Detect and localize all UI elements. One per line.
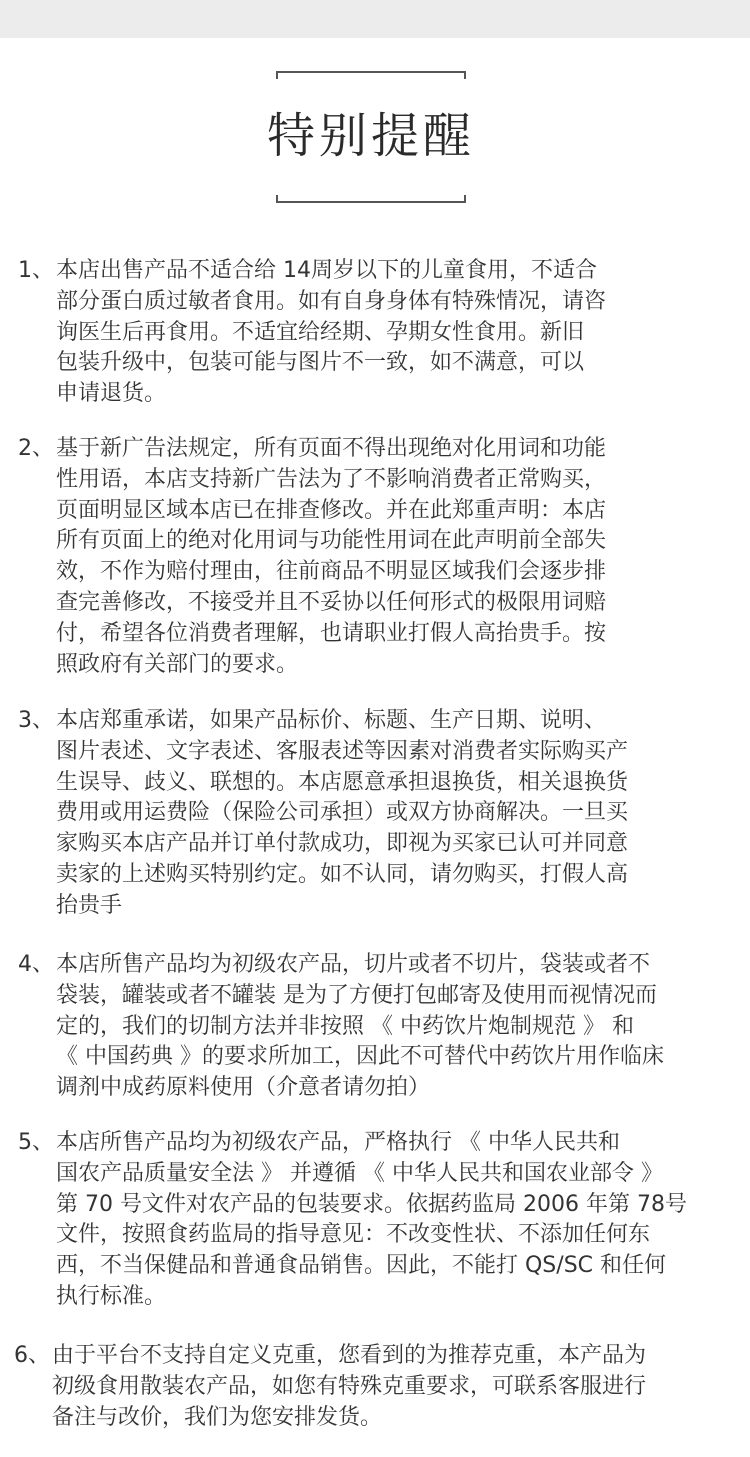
- notice-number: 1、: [18, 258, 54, 283]
- notice-line: 西，不当保健品和普通食品销售。因此，不能打 QS/SC 和任何: [56, 1253, 667, 1279]
- notice-number: 3、: [18, 708, 54, 733]
- notice-line: 页面明显区域本店已在排查修改。并在此郑重声明：本店: [56, 497, 607, 523]
- notice-line: 性用语，本店支持新广告法为了不影响消费者正常购买，: [56, 466, 607, 492]
- notice-line: 所有页面上的绝对化用词与功能性用词在此声明前全部失: [56, 528, 607, 554]
- notice-line: 部分蛋白质过敏者食用。如有自身身体有特殊情况，请咨: [56, 288, 607, 314]
- notice-line: 费用或用运费险（保险公司承担）或双方协商解决。一旦买: [56, 800, 629, 826]
- notice-line: 第 70 号文件对农产品的包装要求。依据药监局 2006 年第 78号: [56, 1191, 687, 1217]
- title-frame-bottom: [276, 195, 466, 203]
- notice-number: 2、: [18, 436, 54, 461]
- notice-number: 5、: [18, 1130, 54, 1155]
- notice-line: 家购买本店产品并订单付款成功，即视为买家已认可并同意: [56, 831, 629, 857]
- notice-line: 询医生后再食用。不适宜给经期、孕期女性食用。新旧: [56, 319, 585, 345]
- top-band: [0, 0, 750, 38]
- notice-line: 本店所售产品均为初级农产品，严格执行 《 中华人民共和: [56, 1130, 620, 1155]
- notice-line: 本店出售产品不适合给 14周岁以下的儿童食用，不适合: [56, 258, 597, 283]
- notice-line: 付，希望各位消费者理解，也请职业打假人高抬贵手。按: [56, 620, 607, 646]
- notice-line: 查完善修改，不接受并且不妥协以任何形式的极限用词赔: [56, 589, 607, 615]
- notice-line: 申请退货。: [56, 381, 167, 407]
- notice-line: 袋装，罐装或者不罐装 是为了方便打包邮寄及使用而视情况而: [56, 982, 657, 1008]
- notice-line: 照政府有关部门的要求。: [56, 651, 299, 677]
- notice-line: 执行标准。: [56, 1283, 167, 1309]
- notice-2: [18, 434, 607, 680]
- notice-1: [18, 256, 607, 410]
- notice-line: 效，不作为赔付理由，往前商品不明显区域我们会逐步排: [56, 559, 607, 585]
- notice-number: 6、: [14, 1343, 50, 1368]
- notice-line: 初级食用散装农产品，如您有特殊克重要求，可联系客服进行: [52, 1373, 647, 1399]
- notice-line: 《 中国药典 》的要求所加工，因此不可替代中药饮片用作临床: [56, 1044, 664, 1070]
- title-frame-top: [276, 71, 466, 79]
- notice-line: 抬贵手: [56, 892, 123, 918]
- notice-6: [14, 1341, 647, 1433]
- notice-line: 本店郑重承诺，如果产品标价、标题、生产日期、说明、: [56, 708, 607, 733]
- notice-5: [18, 1128, 687, 1313]
- notice-line: 定的，我们的切制方法并非按照 《 中药饮片炮制规范 》 和: [56, 1013, 634, 1039]
- notice-4: [18, 950, 664, 1104]
- notice-line: 图片表述、文字表述、客服表述等因素对消费者实际购买产: [56, 738, 629, 764]
- notice-number: 4、: [18, 952, 54, 977]
- page-title: 特别提醒: [266, 108, 475, 164]
- notice-line: 调剂中成药原料使用（介意者请勿拍）: [56, 1075, 431, 1101]
- notice-line: 由于平台不支持自定义克重，您看到的为推荐克重，本产品为: [52, 1343, 647, 1368]
- notice-line: 本店所售产品均为初级农产品，切片或者不切片，袋装或者不: [56, 952, 651, 977]
- notice-line: 包装升级中，包装可能与图片不一致，如不满意，可以: [56, 350, 585, 376]
- notice-line: 备注与改价，我们为您安排发货。: [52, 1404, 383, 1430]
- notice-line: 文件，按照食药监局的指导意见：不改变性状、不添加任何东: [56, 1222, 651, 1248]
- notice-line: 卖家的上述购买特别约定。如不认同，请勿购买，打假人高: [56, 861, 629, 887]
- notice-line: 生误导、歧义、联想的。本店愿意承担退换货，相关退换货: [56, 769, 629, 795]
- notice-3: [18, 706, 629, 922]
- notice-line: 国农产品质量安全法 》 并遵循 《 中华人民共和国农业部令 》: [56, 1160, 663, 1186]
- notice-line: 基于新广告法规定，所有页面不得出现绝对化用词和功能: [56, 436, 607, 461]
